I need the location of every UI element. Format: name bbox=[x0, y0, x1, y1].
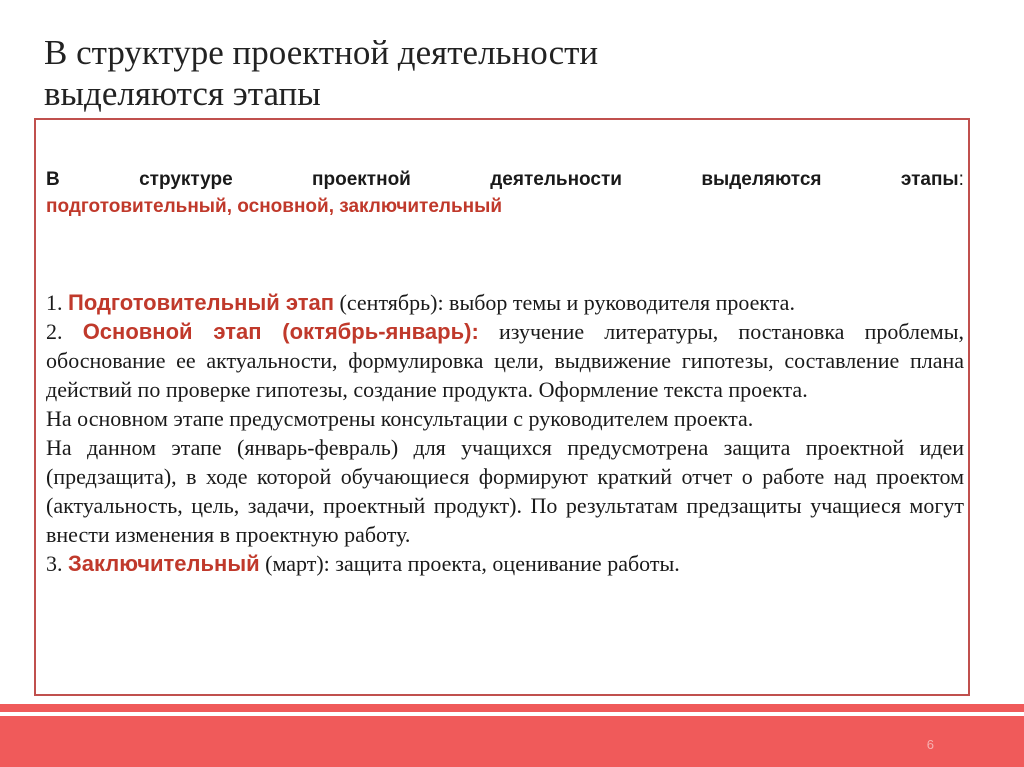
intro-line bbox=[46, 166, 964, 193]
slide-title bbox=[44, 32, 944, 114]
intro-colon: : bbox=[958, 169, 964, 190]
slide-title-line-2: выделяются этапы bbox=[44, 74, 321, 113]
consultation-paragraph: На основном этапе предусмотрены консультации с руководителем проекта. bbox=[46, 406, 754, 431]
stage-3 bbox=[46, 549, 964, 578]
page-number: 6 bbox=[926, 737, 934, 752]
stage-2 bbox=[46, 317, 964, 404]
content-box bbox=[34, 118, 970, 696]
stage-3-label: Заключительный bbox=[68, 551, 260, 576]
intro-word: В bbox=[46, 169, 60, 190]
intro-word: этапы bbox=[900, 169, 959, 190]
stage-3-number: 3. bbox=[46, 551, 68, 576]
intro-word-last bbox=[901, 166, 964, 193]
stage-1-number: 1. bbox=[46, 290, 68, 315]
stage-2-label: Основной этап (октябрь-январь): bbox=[82, 319, 479, 344]
stage-1-label: Подготовительный этап bbox=[68, 290, 335, 315]
intro-word: деятельности bbox=[490, 169, 622, 190]
stage-2-number: 2. bbox=[46, 319, 83, 344]
stage-1-text: (сентябрь): выбор темы и руководителя проекта. bbox=[334, 290, 795, 315]
intro-word: проектной bbox=[312, 169, 411, 190]
slide-title-line-1: В структуре проектной деятельности bbox=[44, 33, 599, 72]
footer-stripe bbox=[0, 712, 1024, 716]
intro-word: структуре bbox=[139, 169, 233, 190]
stage-3-text: (март): защита проекта, оценивание работы. bbox=[259, 551, 680, 576]
stages-list bbox=[46, 288, 964, 578]
stage-1 bbox=[46, 288, 964, 317]
stage-2-text: изучение литературы, постановка проблемы, обоснование ее актуальности, формулировка цели, выдвижение гипотезы, составление плана действий по проверке гипотезы, создание продукта. Оформление текста проекта. bbox=[46, 319, 964, 402]
predefense-paragraph: На данном этапе (январь-февраль) для учащихся предусмотрена защита проектной идеи (предзащита), в ходе которой обучающиеся формируют краткий отчет о работе над проектом (актуальность, цель, задачи, проектный продукт). По результатам предзащиты учащиеся могут внести изменения в проектную работу. bbox=[46, 435, 964, 547]
intro-stages-highlight: подготовительный, основной, заключительный bbox=[46, 196, 503, 217]
intro-paragraph bbox=[46, 166, 964, 220]
intro-word: выделяются bbox=[701, 169, 822, 190]
